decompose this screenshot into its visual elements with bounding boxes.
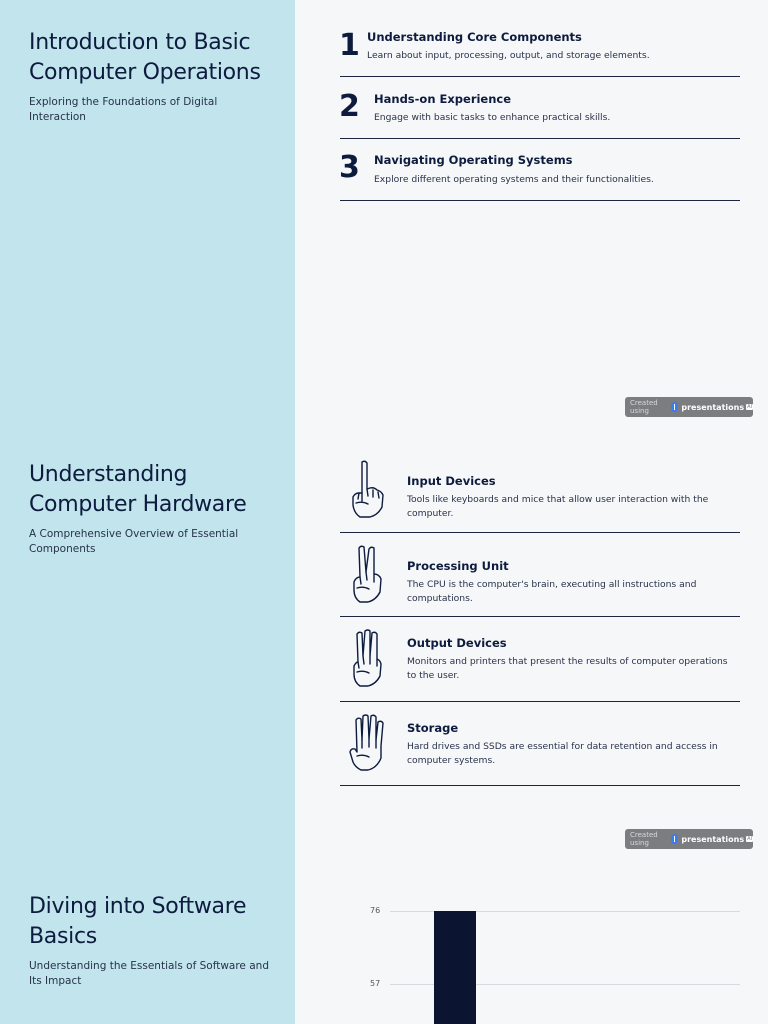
divider [340, 76, 740, 77]
divider [340, 138, 740, 139]
divider [340, 532, 740, 533]
item-title: Storage [407, 721, 459, 735]
divider [340, 200, 740, 201]
badge-brand: presentations [681, 402, 745, 412]
created-using-badge[interactable] [625, 829, 753, 849]
slide-title: Understanding Computer Hardware [29, 462, 247, 517]
slide-subtitle: Exploring the Foundations of Digital Interaction [29, 96, 218, 123]
item-desc: Learn about input, processing, output, and storage elements. [367, 50, 650, 61]
four-finger-hand-icon [348, 712, 388, 772]
slide-intro [0, 0, 768, 432]
slide-hardware [0, 432, 768, 864]
chart-y-tick-label: 76 [370, 906, 381, 915]
badge-created-text: Created using [630, 399, 658, 415]
slide-title: Diving into Software Basics [29, 894, 247, 949]
item-title: Processing Unit [407, 559, 509, 573]
item-desc: Tools like keyboards and mice that allow user interaction with the computer. [407, 494, 709, 519]
slide-subtitle: A Comprehensive Overview of Essential Components [29, 528, 239, 555]
chart-bar [434, 911, 476, 1024]
divider [340, 701, 740, 702]
presentations-logo-icon [671, 834, 678, 844]
item-desc: Hard drives and SSDs are essential for data retention and access in computer systems. [407, 741, 718, 766]
item-title: Hands-on Experience [374, 92, 512, 106]
item-title: Navigating Operating Systems [374, 153, 573, 167]
item-title: Input Devices [407, 474, 496, 488]
badge-brand: presentations [681, 834, 745, 844]
divider [340, 616, 740, 617]
badge-suffix: AI [747, 836, 752, 842]
slide-title: Introduction to Basic Computer Operations [29, 30, 261, 85]
divider [340, 785, 740, 786]
badge-suffix: AI [747, 404, 752, 410]
item-number: 1 [339, 28, 360, 63]
one-finger-hand-icon [348, 459, 388, 519]
item-desc: Explore different operating systems and their functionalities. [374, 174, 654, 185]
slide-subtitle: Understanding the Essentials of Software and Its Impact [29, 960, 269, 987]
item-desc: Engage with basic tasks to enhance practical skills. [374, 112, 611, 123]
item-number: 3 [339, 150, 360, 185]
item-desc: Monitors and printers that present the results of computer operations to the user. [407, 656, 728, 681]
item-desc: The CPU is the computer's brain, executing all instructions and computations. [407, 579, 697, 604]
item-title: Output Devices [407, 636, 507, 650]
chart-y-tick-label: 57 [370, 979, 381, 988]
badge-created-text: Created using [630, 831, 658, 847]
created-using-badge[interactable] [625, 397, 753, 417]
item-number: 2 [339, 89, 360, 124]
three-finger-hand-icon [348, 628, 388, 688]
slide-software [0, 864, 768, 1024]
presentations-logo-icon [671, 402, 678, 412]
item-title: Understanding Core Components [367, 30, 582, 44]
two-finger-hand-icon [348, 544, 388, 604]
